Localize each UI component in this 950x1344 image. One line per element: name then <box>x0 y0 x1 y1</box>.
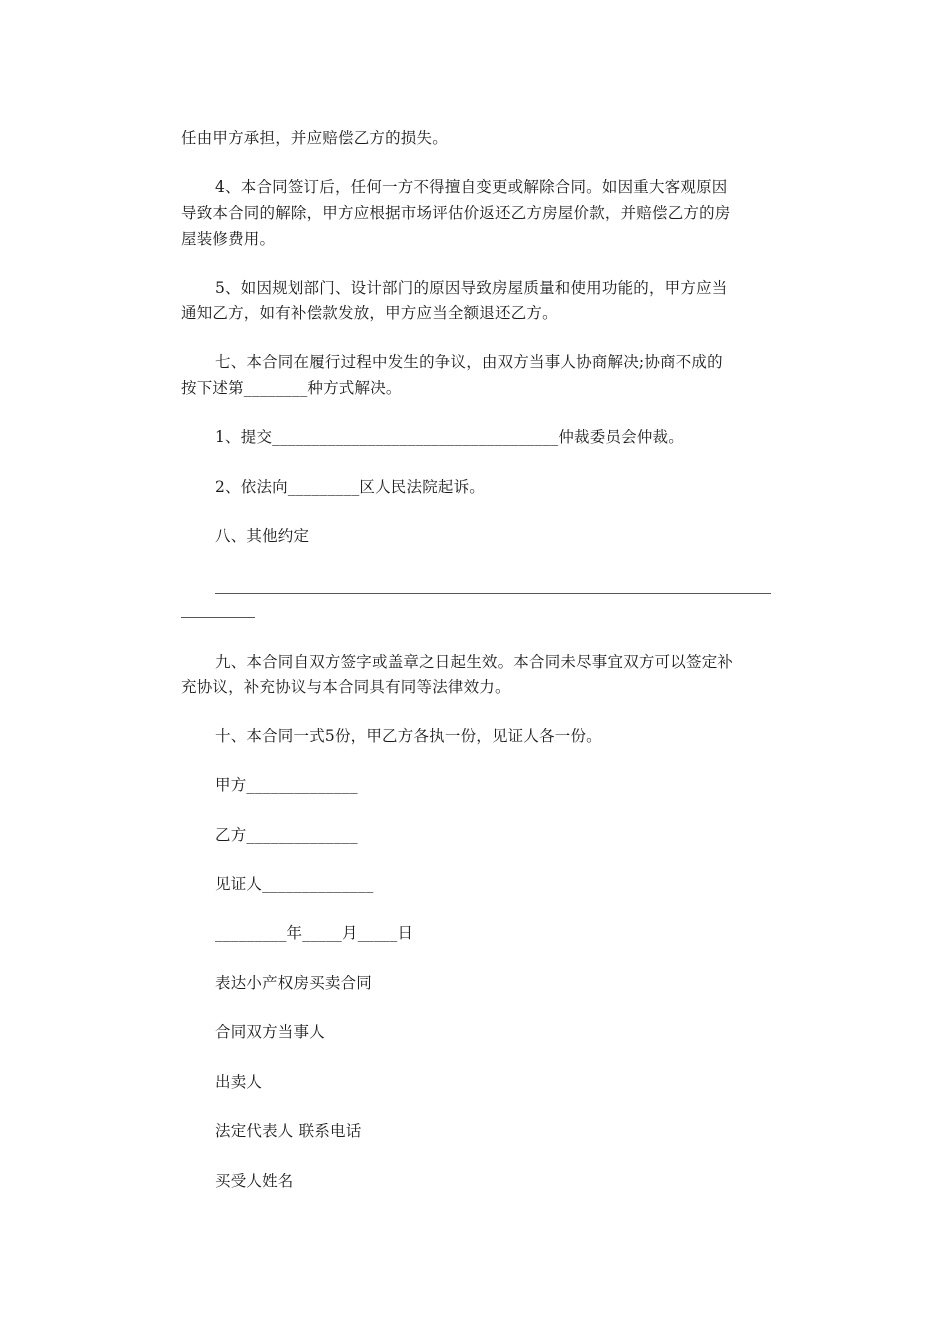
section-title: 表达小产权房买卖合同 <box>215 974 373 992</box>
text-line: 买受人姓名 <box>215 1172 294 1190</box>
text-line: 九、本合同自双方签字或盖章之日起生效。本合同未尽事宜双方可以签定补 <box>215 653 734 671</box>
blank-fill-line <box>181 617 255 618</box>
text-line: 导致本合同的解除，甲方应根据市场评估价返还乙方房屋价款，并赔偿乙方的房 <box>181 204 731 222</box>
text-line: 2、依法向_________区人民法院起诉。 <box>215 478 486 496</box>
text-line: 出卖人 <box>215 1073 263 1091</box>
text-line: 通知乙方，如有补偿款发放，甲方应当全额退还乙方。 <box>181 304 558 322</box>
text-line: 十、本合同一式5份，甲乙方各执一份，见证人各一份。 <box>215 727 602 745</box>
text-line: 八、其他约定 <box>215 527 310 545</box>
blank-fill-line <box>215 593 771 594</box>
text-line: 七、本合同在履行过程中发生的争议，由双方当事人协商解决;协商不成的 <box>215 353 723 371</box>
signature-line: 甲方______________ <box>215 776 358 794</box>
text-line: 充协议，补充协议与本合同具有同等法律效力。 <box>181 678 511 696</box>
text-line: 任由甲方承担，并应赔偿乙方的损失。 <box>181 129 448 147</box>
text-line: 5、如因规划部门、设计部门的原因导致房屋质量和使用功能的，甲方应当 <box>215 279 728 297</box>
signature-line: 见证人______________ <box>215 875 374 893</box>
text-line: 法定代表人 联系电话 <box>215 1122 362 1140</box>
text-line: 4、本合同签订后，任何一方不得擅自变更或解除合同。如因重大客观原因 <box>215 178 728 196</box>
text-line: 合同双方当事人 <box>215 1023 325 1041</box>
text-line: 1、提交____________________________________仲裁委员会仲裁。 <box>215 428 684 446</box>
text-line: 按下述第________种方式解决。 <box>181 379 402 397</box>
text-line: 屋装修费用。 <box>181 230 276 248</box>
signature-line: 乙方______________ <box>215 826 358 844</box>
date-line: _________年_____月_____日 <box>215 924 414 942</box>
